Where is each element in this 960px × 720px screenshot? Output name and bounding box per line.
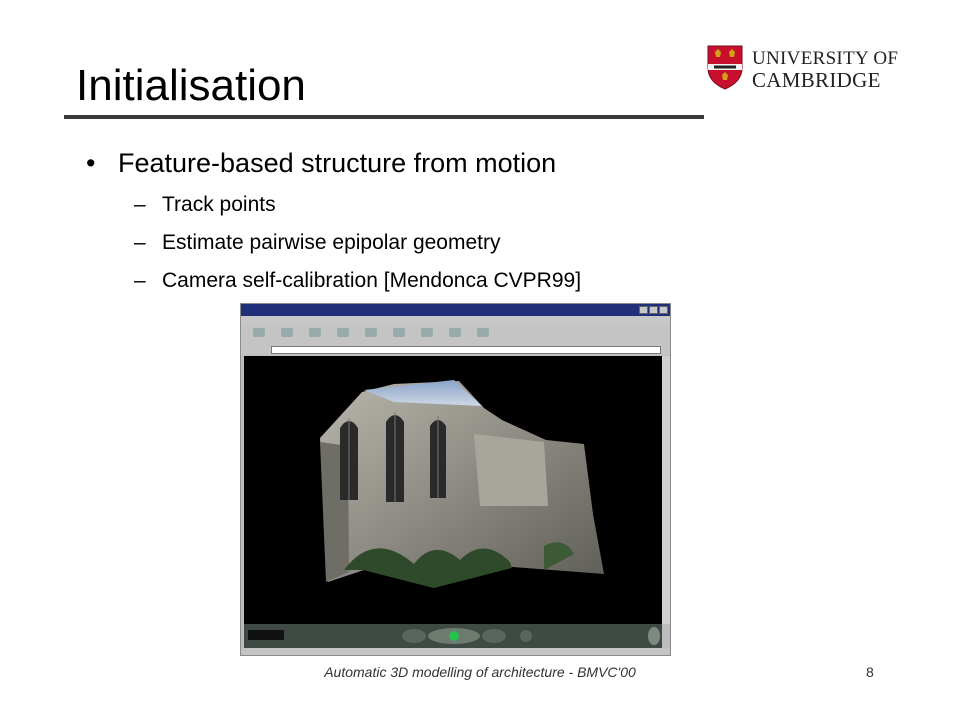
sub-bullet-text: Camera self-calibration [Mendonca CVPR99] bbox=[162, 269, 582, 292]
university-logo bbox=[706, 44, 906, 94]
back-icon bbox=[253, 328, 265, 337]
bullet-text: Feature-based structure from motion bbox=[118, 148, 557, 178]
logo-line2: CAMBRIDGE bbox=[752, 68, 881, 92]
maximize-icon bbox=[649, 306, 658, 314]
browser-addressbar bbox=[241, 345, 670, 355]
logo-line1: UNIVERSITY OF bbox=[752, 48, 899, 69]
refresh-icon bbox=[337, 328, 349, 337]
vertical-scrollbar bbox=[662, 356, 670, 624]
bullet-dot: • bbox=[86, 148, 96, 178]
history-icon bbox=[421, 328, 433, 337]
browser-toolbar bbox=[241, 325, 670, 346]
vrml-controls bbox=[244, 624, 662, 648]
navigation-controls-icon bbox=[244, 624, 662, 648]
sub-bullet-dash: – bbox=[134, 193, 146, 216]
vrml-viewport bbox=[244, 356, 662, 624]
browser-menubar bbox=[241, 316, 670, 325]
sub-bullet-dash: – bbox=[134, 231, 146, 254]
address-field bbox=[271, 346, 661, 354]
slide-title: Initialisation bbox=[76, 61, 306, 110]
print-icon bbox=[477, 328, 489, 337]
title-divider bbox=[64, 115, 704, 119]
favorites-icon bbox=[393, 328, 405, 337]
home-icon bbox=[365, 328, 377, 337]
sub-bullet-text: Track points bbox=[162, 193, 276, 216]
browser-screenshot bbox=[240, 303, 671, 656]
forward-icon bbox=[281, 328, 293, 337]
cambridge-crest-icon bbox=[706, 44, 744, 90]
chapel-3d-model bbox=[244, 356, 662, 624]
browser-statusbar bbox=[241, 648, 670, 656]
mail-icon bbox=[449, 328, 461, 337]
close-icon bbox=[659, 306, 668, 314]
sub-bullet-dash: – bbox=[134, 269, 146, 292]
browser-titlebar bbox=[241, 304, 670, 316]
page-number: 8 bbox=[866, 664, 874, 680]
stop-icon bbox=[309, 328, 321, 337]
slide-footer: Automatic 3D modelling of architecture - BMVC'00 bbox=[324, 664, 636, 680]
minimize-icon bbox=[639, 306, 648, 314]
sub-bullet-text: Estimate pairwise epipolar geometry bbox=[162, 231, 501, 254]
